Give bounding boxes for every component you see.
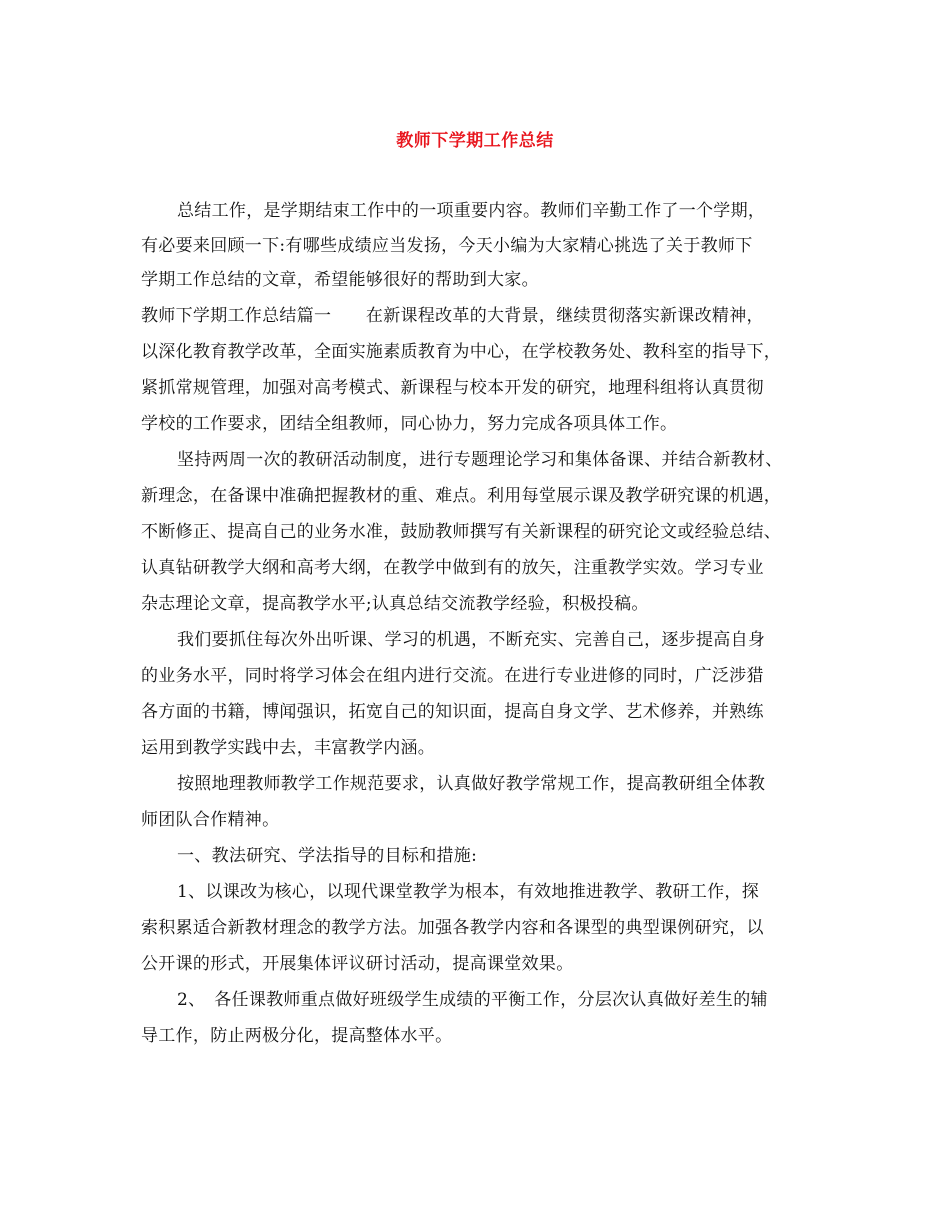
paragraph-line: 学校的工作要求，团结全组教师，同心协力，努力完成各项具体工作。 [141, 414, 678, 434]
document-title: 教师下学期工作总结 [396, 131, 554, 151]
paragraph-line: 师团队合作精神。 [141, 810, 280, 830]
section-heading: 一、教法研究、学法指导的目标和措施: [177, 846, 478, 866]
paragraph-line: 各方面的书籍，博闻强识，拓宽自己的知识面，提高自身文学、艺术修养，并熟练 [141, 702, 764, 722]
paragraph-line: 紧抓常规管理，加强对高考模式、新课程与校本开发的研究，地理科组将认真贯彻 [141, 378, 764, 398]
paragraph-line: 总结工作，是学期结束工作中的一项重要内容。教师们辛勤工作了一个学期， [177, 201, 766, 221]
paragraph-line: 索积累适合新教材理念的教学方法。加强各教学内容和各课型的典型课例研究，以 [141, 918, 764, 938]
paragraph-line: 新理念，在备课中准确把握教材的重、难点。利用每堂展示课及教学研究课的机遇， [141, 486, 782, 506]
paragraph-line: 的业务水平，同时将学习体会在组内进行交流。在进行专业进修的同时，广泛涉猎 [141, 666, 764, 686]
paragraph-line: 坚持两周一次的教研活动制度，进行专题理论学习和集体备课、并结合新教材、 [177, 450, 783, 470]
paragraph-line: 有必要来回顾一下:有哪些成绩应当发扬，今天小编为大家精心挑选了关于教师下 [141, 236, 753, 256]
paragraph-line: 按照地理教师教学工作规范要求，认真做好教学常规工作，提高教研组全体教 [177, 774, 766, 794]
paragraph-line: 公开课的形式，开展集体评议研讨活动，提高课堂效果。 [141, 954, 574, 974]
paragraph-line: 杂志理论文章，提高教学水平;认真总结交流教学经验，积极投稿。 [141, 594, 649, 614]
paragraph-line: 导工作，防止两极分化，提高整体水平。 [141, 1026, 453, 1046]
paragraph-line: 1、以课改为核心，以现代课堂教学为根本，有效地推进教学、教研工作，探 [177, 882, 760, 902]
paragraph-line: 学期工作总结的文章，希望能够很好的帮助到大家。 [141, 270, 539, 290]
paragraph-line: 教师下学期工作总结篇一 在新课程改革的大背景，继续贯彻落实新课改精神， [141, 306, 764, 326]
paragraph-line: 以深化教育教学改革，全面实施素质教育为中心，在学校教务处、教科室的指导下， [141, 342, 782, 362]
paragraph-line: 运用到教学实践中去，丰富教学内涵。 [141, 738, 436, 758]
paragraph-line: 认真钻研教学大纲和高考大纲，在教学中做到有的放矢，注重教学实效。学习专业 [141, 558, 764, 578]
paragraph-line: 2、 各任课教师重点做好班级学生成绩的平衡工作，分层次认真做好差生的辅 [177, 990, 768, 1010]
paragraph-line: 不断修正、提高自己的业务水准，鼓励教师撰写有关新课程的研究论文或经验总结、 [141, 522, 782, 542]
paragraph-line: 我们要抓住每次外出听课、学习的机遇，不断充实、完善自己，逐步提高自身 [177, 630, 766, 650]
